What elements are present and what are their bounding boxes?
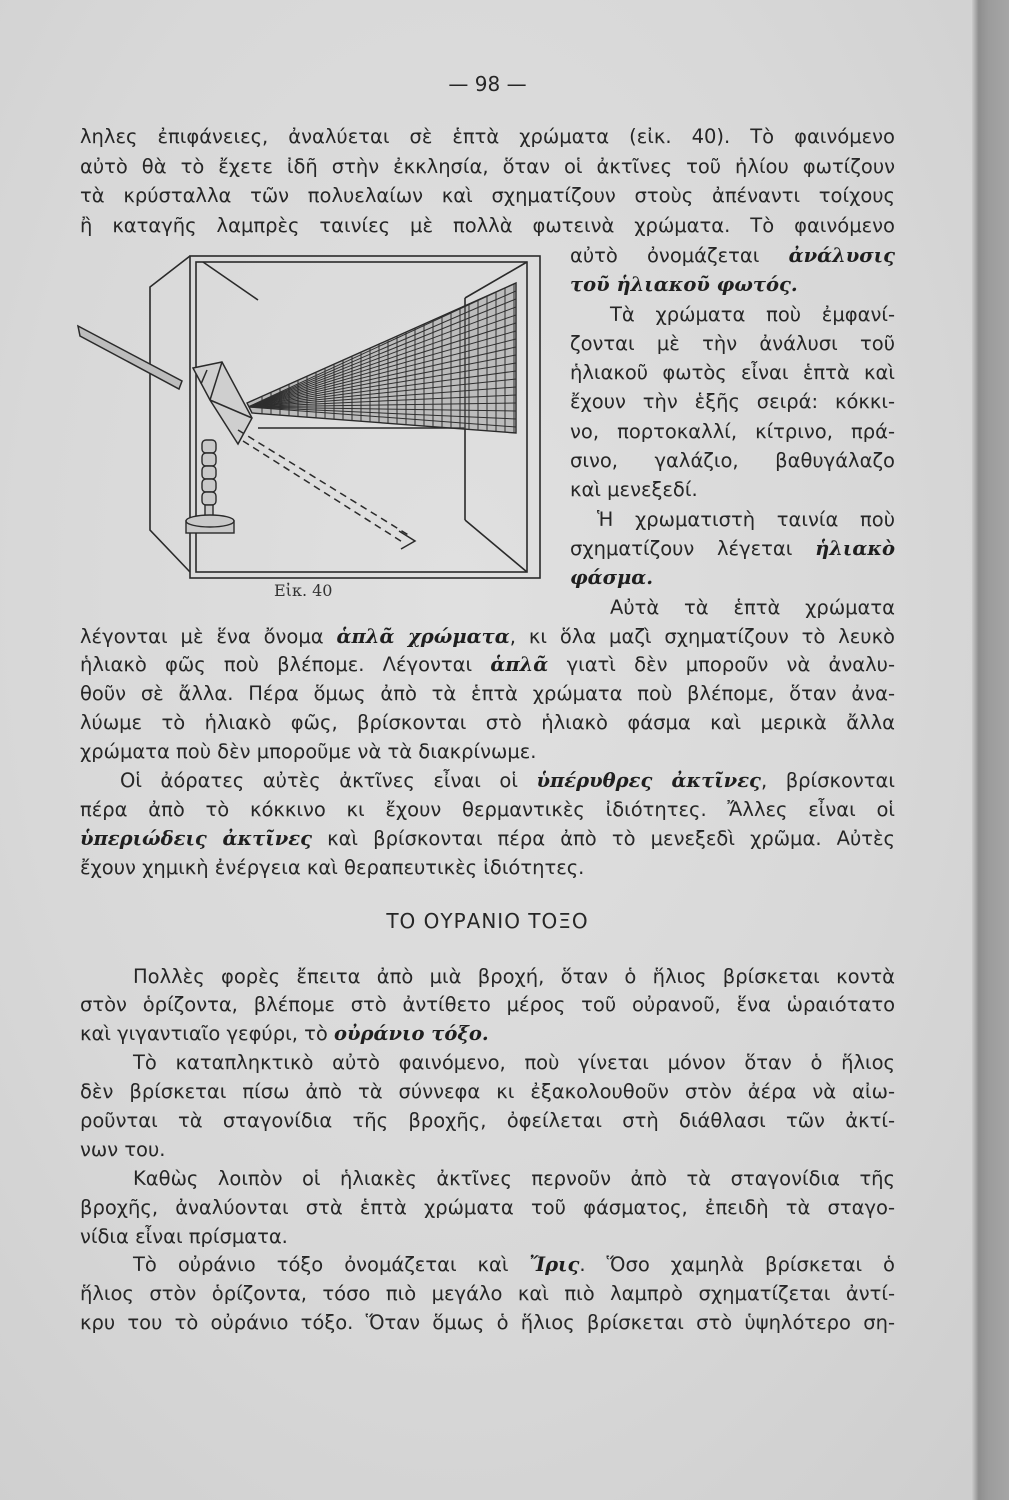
text-run: Οἱ ἀόρατες αὐτὲς ἀκτῖνες εἶναι οἱ — [120, 768, 537, 792]
prism-body — [193, 362, 252, 444]
text-line — [570, 329, 895, 358]
text-line — [80, 1020, 895, 1049]
text-line — [80, 680, 895, 709]
text-run: , κι ὅλα μαζὶ σχηματίζουν τὸ λευκὸ — [509, 624, 895, 648]
text-run: . Ὅσο χαμηλὰ βρίσκεται ὁ — [579, 1253, 895, 1277]
light-ray — [78, 326, 182, 389]
light-beam — [78, 326, 182, 389]
text-line — [80, 854, 895, 883]
rainbow-section-text — [80, 963, 895, 1339]
text-line — [570, 300, 895, 329]
text-run: ἔχουν χημικὴ ἐνέργεια καὶ θεραπευτικὲς ἰδιότητες. — [80, 855, 585, 879]
text-line — [80, 796, 895, 825]
emphasis-term: ὑπεριώδεις ἀκτῖνες — [80, 826, 312, 850]
text-line — [80, 1194, 895, 1223]
text-run: χρώματα ποὺ δὲν μποροῦμε νὰ τὰ διακρίνωμε. — [80, 740, 537, 764]
text-line — [80, 709, 895, 738]
text-run: καὶ βρίσκονται πέρα ἀπὸ τὸ μενεξεδὶ χρῶμα. Αὐτὲς — [311, 826, 895, 850]
text-run: σινο, γαλάζιο, βαθυγάλαζο — [570, 449, 895, 473]
text-line — [570, 593, 895, 622]
text-run: δὲν βρίσκεται πίσω ἀπὸ τὰ σύννεφα κι ἐξακολουθοῦν στὸν ἀέρα νὰ αἰω- — [80, 1080, 895, 1104]
text-run: , βρίσκονται — [760, 768, 895, 792]
section-heading: ΤΟ ΟΥΡΑΝΙΟ ΤΟΞΟ — [386, 909, 589, 933]
intro-paragraph — [80, 122, 895, 240]
emphasis-term: οὐράνιο τόξο. — [333, 1022, 489, 1046]
side-column-text — [570, 241, 895, 622]
text-run: αὐτὸ ὀνομάζεται — [570, 244, 789, 267]
text-line — [80, 1251, 895, 1280]
text-line — [80, 122, 895, 152]
text-run: ἔχουν τὴν ἑξῆς σειρά: κόκκι- — [570, 390, 895, 414]
text-run: Ἡ χρωματιστὴ ταινία ποὺ — [597, 507, 895, 531]
emphasis-term: φάσμα. — [570, 566, 654, 590]
text-line — [80, 1165, 895, 1194]
text-line — [570, 534, 895, 563]
deflected-rays — [238, 430, 415, 549]
text-run: λύωμε τὸ ἡλιακὸ φῶς, βρίσκονται στὸ ἡλιακὸ φάσμα καὶ μερικὰ ἄλλα — [80, 711, 895, 735]
ceiling-left-edge — [203, 262, 258, 300]
text-line — [80, 651, 895, 680]
emphasis-term: ἁπλᾶ — [490, 653, 549, 677]
text-line — [80, 1136, 895, 1165]
text-line — [570, 563, 895, 592]
text-line — [570, 270, 895, 299]
text-run: Καθὼς λοιπὸν οἱ ἡλιακὲς ἀκτῖνες περνοῦν ἀπὸ τὰ σταγονίδια τῆς — [133, 1166, 895, 1190]
text-run: γιατὶ δὲν μποροῦν νὰ ἀναλυ- — [548, 653, 895, 677]
emphasis-term: τοῦ ἡλιακοῦ φωτός. — [570, 273, 798, 297]
text-run: ἥλιος στὸν ὁρίζοντα, τόσο πιὸ μεγάλο καὶ πιὸ λαμπρὸ σχηματίζεται ἀντί- — [80, 1282, 895, 1306]
floor-edge — [465, 520, 527, 572]
text-run: Τὸ οὐράνιο τόξο ὀνομάζεται καὶ — [133, 1253, 530, 1277]
text-run: θοῦν σὲ ἄλλα. Πέρα ὅμως ἀπὸ τὰ ἑπτὰ χρώματα ποὺ βλέπομε, ὅταν ἀνα- — [80, 682, 895, 706]
dashed-ray — [243, 441, 404, 543]
text-run: νο, πορτοκαλλί, κίτρινο, πρά- — [570, 419, 895, 443]
text-run: λέγονται μὲ ἕνα ὄνομα — [80, 624, 337, 648]
text-run: κρυ του τὸ οὐράνιο τόξο. Ὅταν ὅμως ὁ ἥλιος βρίσκεται στὸ ὑψηλότερο ση- — [80, 1311, 895, 1335]
stand-base-top — [186, 515, 234, 527]
emphasis-term: ὑπέρυθρες ἀκτῖνες — [536, 768, 761, 792]
stand-segment — [202, 453, 216, 466]
text-line — [570, 505, 895, 534]
box-side-face — [150, 256, 190, 572]
text-run: βροχῆς, ἀναλύονται στὰ ἑπτὰ χρώματα τοῦ φάσματος, ἐπειδὴ τὰ σταγο- — [80, 1195, 895, 1219]
text-run: καὶ γιγαντιαῖο γεφύρι, τὸ — [80, 1022, 334, 1046]
text-line — [570, 387, 895, 416]
text-run: σχηματίζουν λέγεται — [570, 536, 816, 560]
figure-caption: Εἰκ. 40 — [274, 581, 333, 600]
text-run: Αὐτὰ τὰ ἑπτὰ χρώματα — [610, 595, 895, 619]
text-line — [80, 1223, 895, 1252]
text-run: ληλες ἐπιφάνειες, ἀναλύεται σὲ ἑπτὰ χρώματα (εἰκ. 40). Τὸ φαινόμενο — [80, 125, 895, 148]
text-line — [80, 181, 895, 211]
text-line — [80, 991, 895, 1020]
text-run: αὐτὸ θὰ τὸ ἔχετε ἰδῆ στὴν ἐκκλησία, ὅταν οἱ ἀκτῖνες τοῦ ἡλίου φωτίζουν — [80, 154, 895, 178]
text-run: Τὰ χρώματα ποὺ ἐμφανί- — [610, 302, 895, 326]
text-line — [80, 1049, 895, 1078]
text-line — [80, 1280, 895, 1309]
text-line — [570, 241, 895, 270]
text-run: τὰ κρύσταλλα τῶν πολυελαίων καὶ σχηματίζουν στοὺς ἀπέναντι τοίχους — [80, 184, 895, 207]
stand-segment — [202, 440, 216, 453]
spectrum-wedge — [247, 268, 516, 440]
stand-segment — [202, 492, 216, 505]
emphasis-term: Ἴρις — [529, 1253, 580, 1277]
text-line — [80, 152, 895, 182]
text-run: νων του. — [80, 1137, 166, 1161]
text-line — [570, 358, 895, 387]
text-line — [80, 623, 895, 652]
text-run: νίδια εἶναι πρίσματα. — [80, 1224, 288, 1248]
text-line — [570, 475, 895, 504]
text-run: πέρα ἀπὸ τὸ κόκκινο κι ἔχουν θερμαντικὲς ἰδιότητες. Ἄλλες εἶναι οἱ — [80, 797, 895, 821]
emphasis-term: ἀνάλυσις — [788, 244, 895, 267]
text-line — [80, 738, 895, 767]
scan-edge-shadow — [972, 0, 1009, 1500]
text-line — [80, 825, 895, 854]
text-run: ἡλιακοῦ φωτὸς εἶναι ἑπτὰ καὶ — [570, 361, 895, 385]
continuation-paragraphs — [80, 623, 895, 883]
text-line — [570, 417, 895, 446]
text-line — [80, 211, 895, 241]
text-line — [80, 1107, 895, 1136]
stand-segment — [202, 466, 216, 479]
text-run: στὸν ὁρίζοντα, βλέπομε στὸ ἀντίθετο μέρος τοῦ οὐρανοῦ, ἕνα ὡραιότατο — [80, 993, 895, 1017]
text-line — [80, 1078, 895, 1107]
text-run: ροῦνται τὰ σταγονίδια τῆς βροχῆς, ὀφείλεται στὴ διάθλασι τῶν ἀκτί- — [80, 1108, 895, 1132]
stand-segment — [202, 479, 216, 492]
figure-40-illustration — [70, 240, 560, 630]
prism — [193, 362, 252, 444]
page-number: — 98 — — [448, 72, 527, 96]
dashed-ray — [238, 430, 410, 536]
text-run: καὶ μενεξεδί. — [570, 478, 698, 502]
text-line — [570, 446, 895, 475]
text-run: ἢ καταγῆς λαμπρὲς ταινίες μὲ πολλὰ φωτεινὰ χρώματα. Τὸ φαινόμενο — [80, 213, 895, 237]
text-line — [80, 767, 895, 796]
emphasis-term: ἡλιακὸ — [815, 536, 895, 560]
prism-stand — [186, 440, 234, 533]
emphasis-term: ἁπλᾶ χρώματα — [336, 624, 510, 648]
text-line — [80, 963, 895, 992]
text-run: Πολλὲς φορὲς ἔπειτα ἀπὸ μιὰ βροχή, ὅταν ὁ ἥλιος βρίσκεται κοντὰ — [133, 964, 895, 988]
text-line — [80, 1309, 895, 1338]
text-run: ζονται μὲ τὴν ἀνάλυσι τοῦ — [570, 331, 895, 355]
text-run: Τὸ καταπληκτικὸ αὐτὸ φαινόμενο, ποὺ γίνεται μόνον ὅταν ὁ ἥλιος — [133, 1051, 895, 1075]
text-run: ἡλιακὸ φῶς ποὺ βλέπομε. Λέγονται — [80, 653, 491, 677]
